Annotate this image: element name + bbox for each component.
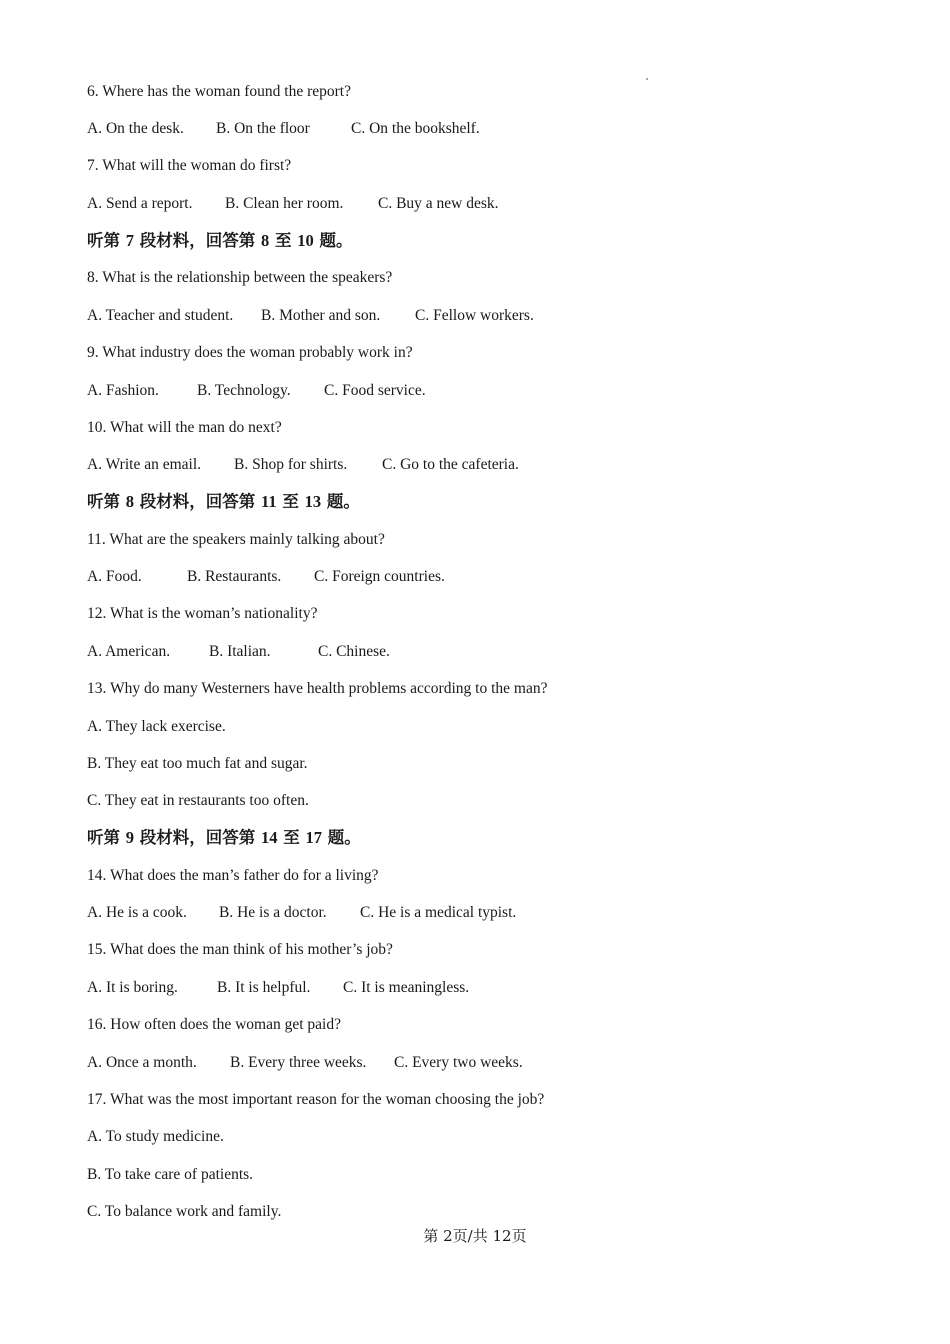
question-9: 9. What industry does the woman probably work in?	[87, 344, 413, 361]
question-16: 16. How often does the woman get paid?	[87, 1016, 341, 1033]
question-11: 11. What are the speakers mainly talking about?	[87, 531, 385, 548]
question-17-option-c: C. To balance work and family.	[87, 1203, 282, 1220]
question-14: 14. What does the man’s father do for a living?	[87, 867, 379, 884]
question-8-option-b: B. Mother and son.	[261, 307, 381, 324]
question-15-option-a: A. It is boring.	[87, 979, 178, 996]
section-heading-9: 听第 9 段材料，回答第 14 至 17 题。	[87, 828, 361, 847]
question-11-option-c: C. Foreign countries.	[314, 568, 445, 585]
question-17-option-b: B. To take care of patients.	[87, 1166, 254, 1183]
question-12-option-a: A. American.	[87, 643, 171, 660]
question-15: 15. What does the man think of his mother’s job?	[87, 941, 393, 958]
question-6-option-c: C. On the bookshelf.	[351, 120, 480, 137]
question-8-option-c: C. Fellow workers.	[415, 307, 534, 324]
question-13: 13. Why do many Westerners have health problems according to the man?	[87, 680, 548, 697]
question-6: 6. Where has the woman found the report?	[87, 83, 351, 100]
section-heading-8: 听第 8 段材料，回答第 11 至 13 题。	[87, 492, 360, 511]
question-12: 12. What is the woman’s nationality?	[87, 605, 318, 622]
question-16-option-c: C. Every two weeks.	[394, 1054, 523, 1071]
question-9-option-c: C. Food service.	[324, 382, 426, 399]
page-number-footer: 第 2页/共 12页	[423, 1227, 527, 1245]
question-15-option-b: B. It is helpful.	[217, 979, 311, 996]
question-11-option-a: A. Food.	[87, 568, 142, 585]
question-12-option-c: C. Chinese.	[318, 643, 390, 660]
question-6-option-a: A. On the desk.	[87, 120, 184, 137]
question-7: 7. What will the woman do first?	[87, 157, 292, 174]
question-14-option-c: C. He is a medical typist.	[360, 904, 517, 921]
question-17-option-a: A. To study medicine.	[87, 1128, 224, 1145]
question-8-option-a: A. Teacher and student.	[87, 307, 234, 324]
question-9-option-b: B. Technology.	[197, 382, 291, 399]
scan-dot	[646, 78, 648, 80]
question-12-option-b: B. Italian.	[209, 643, 271, 660]
question-6-option-b: B. On the floor	[216, 120, 310, 137]
question-10: 10. What will the man do next?	[87, 419, 282, 436]
question-13-option-b: B. They eat too much fat and sugar.	[87, 755, 308, 772]
question-14-option-a: A. He is a cook.	[87, 904, 187, 921]
question-7-option-a: A. Send a report.	[87, 195, 193, 212]
question-10-option-a: A. Write an email.	[87, 456, 202, 473]
question-7-option-c: C. Buy a new desk.	[378, 195, 499, 212]
question-10-option-c: C. Go to the cafeteria.	[382, 456, 519, 473]
question-7-option-b: B. Clean her room.	[225, 195, 344, 212]
question-10-option-b: B. Shop for shirts.	[234, 456, 348, 473]
question-14-option-b: B. He is a doctor.	[219, 904, 327, 921]
question-13-option-c: C. They eat in restaurants too often.	[87, 792, 309, 809]
question-16-option-a: A. Once a month.	[87, 1054, 197, 1071]
section-heading-7: 听第 7 段材料，回答第 8 至 10 题。	[87, 231, 353, 250]
question-11-option-b: B. Restaurants.	[187, 568, 282, 585]
question-13-option-a: A. They lack exercise.	[87, 718, 226, 735]
question-8: 8. What is the relationship between the speakers?	[87, 269, 393, 286]
question-15-option-c: C. It is meaningless.	[343, 979, 470, 996]
question-16-option-b: B. Every three weeks.	[230, 1054, 367, 1071]
question-17: 17. What was the most important reason for the woman choosing the job?	[87, 1091, 545, 1108]
question-9-option-a: A. Fashion.	[87, 382, 159, 399]
